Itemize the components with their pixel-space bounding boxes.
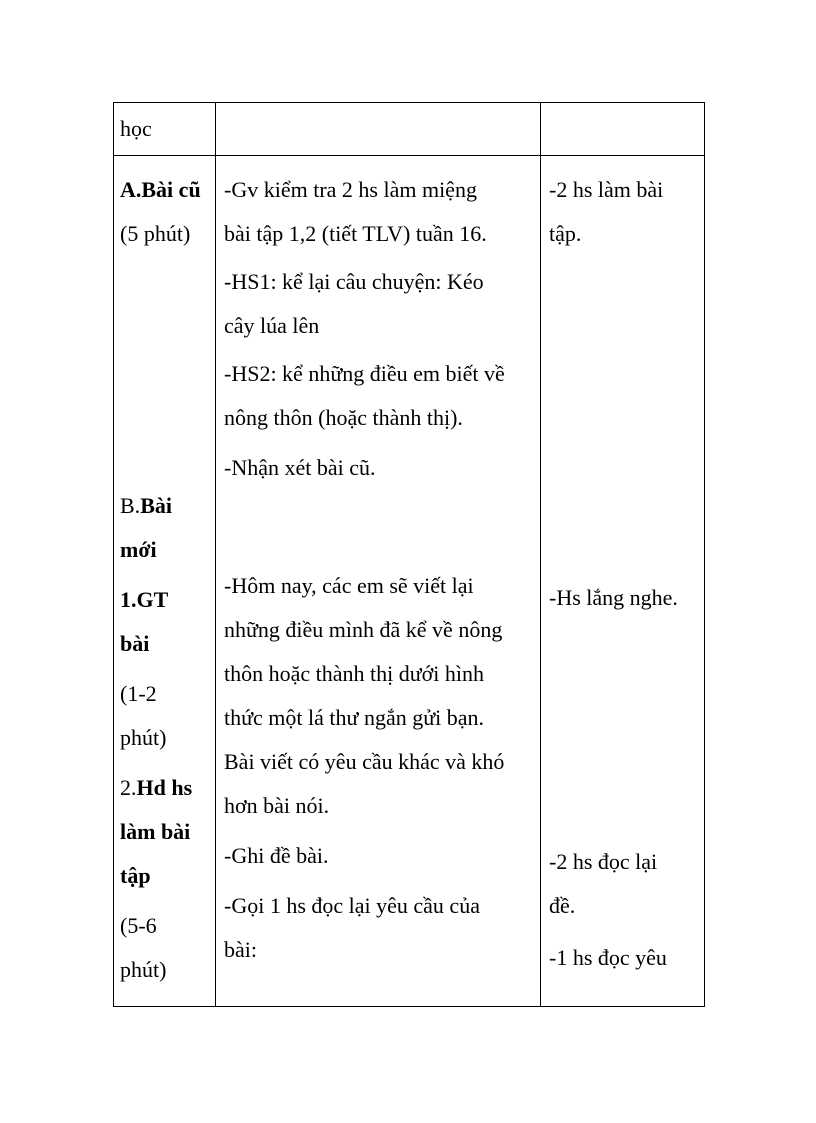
gt-time-1: (1-2	[120, 681, 157, 706]
teacher-para-1: -Gv kiểm tra 2 hs làm miệng bài tập 1,2 (tiết TLV) tuần 16.	[224, 177, 487, 246]
student-para-1: -2 hs làm bài tập.	[549, 177, 664, 246]
hd-prefix: 2.	[120, 775, 137, 800]
section-b-block	[120, 484, 215, 992]
gt-time-2: phút)	[120, 725, 167, 750]
section-b-prefix: B.	[120, 493, 141, 518]
hd-time-2: phút)	[120, 957, 167, 982]
hd-title-2: làm bài	[120, 819, 191, 844]
section-a-title: A.Bài cũ	[120, 177, 201, 202]
hd-title-1: Hd hs	[136, 775, 193, 800]
cell-student-activities	[541, 156, 705, 1007]
gt-title-2: bài	[120, 631, 150, 656]
student-para-3: -2 hs đọc lại đề.	[549, 849, 658, 918]
teacher-para-7: -Gọi 1 hs đọc lại yêu cầu của bài:	[224, 893, 480, 962]
hd-title-3: tập	[120, 863, 151, 888]
teacher-para-2: -HS1: kể lại câu chuyện: Kéo cây lúa lên	[224, 269, 484, 338]
lesson-plan-table	[113, 102, 705, 1007]
student-para-4: -1 hs đọc yêu	[549, 945, 667, 970]
gt-title-1: 1.GT	[120, 587, 169, 612]
section-b-title-1: Bài	[140, 493, 172, 518]
cell-teacher-activities	[216, 156, 541, 1007]
cell-activity	[114, 156, 216, 1007]
section-a-time: (5 phút)	[120, 221, 191, 246]
teacher-para-4: -Nhận xét bài cũ.	[224, 455, 376, 480]
cell-student-header	[541, 103, 705, 156]
teacher-para-6: -Ghi đề bài.	[224, 843, 329, 868]
cell-teacher-header	[216, 103, 541, 156]
student-para-2: -Hs lắng nghe.	[549, 585, 678, 610]
teacher-para-3: -HS2: kể những điều em biết về nông thôn (hoặc thành thị).	[224, 361, 505, 430]
activity-header-text: học	[120, 116, 152, 141]
table-row-main	[114, 156, 705, 1007]
section-a-block	[120, 168, 215, 256]
teacher-para-5: -Hôm nay, các em sẽ viết lại những điều mình đã kể về nông thôn hoặc thành thị dưới hình thức một lá thư ngắn gửi bạn. Bài viết có yêu cầu khác và khó hơn bài nói.	[224, 573, 505, 818]
table-row-continued	[114, 103, 705, 156]
hd-time-1: (5-6	[120, 913, 157, 938]
cell-activity-header	[114, 103, 216, 156]
section-b-title-2: mới	[120, 537, 157, 562]
